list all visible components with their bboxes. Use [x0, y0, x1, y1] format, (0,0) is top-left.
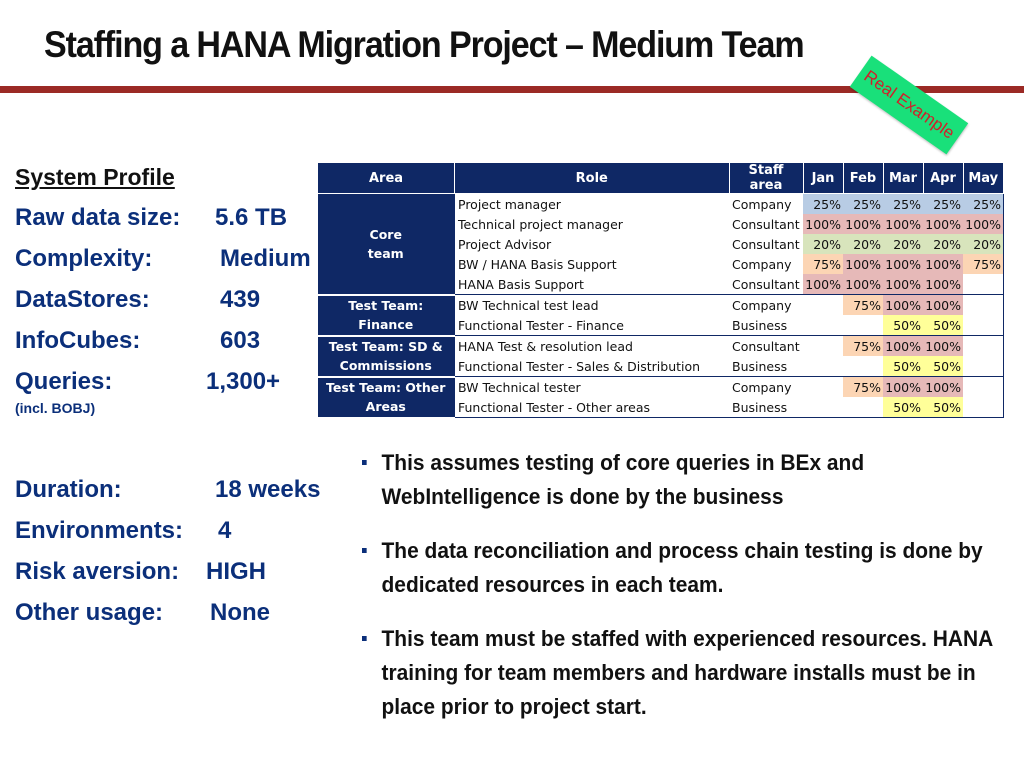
- role-cell: HANA Basis Support: [455, 274, 730, 295]
- allocation-feb-cell: [843, 315, 883, 336]
- role-cell: HANA Test & resolution lead: [455, 336, 730, 357]
- staff-area-cell: Company: [729, 295, 803, 316]
- allocation-apr-cell: 50%: [923, 356, 963, 377]
- allocation-mar-cell: 20%: [883, 234, 923, 254]
- allocation-apr-cell: 100%: [923, 254, 963, 274]
- allocation-may-cell: 75%: [963, 254, 1004, 274]
- table-row: [318, 336, 1004, 357]
- bullet-text: This assumes testing of core queries in BEx and WebIntelligence is done by the business: [381, 450, 865, 509]
- allocation-jan-cell: [803, 315, 843, 336]
- allocation-mar-cell: 50%: [883, 315, 923, 336]
- allocation-jan-cell: [803, 377, 843, 398]
- header-may: May: [963, 163, 1004, 194]
- allocation-apr-cell: 100%: [923, 336, 963, 357]
- role-cell: Functional Tester - Finance: [455, 315, 730, 336]
- allocation-feb-cell: 75%: [843, 336, 883, 357]
- table-row: [318, 194, 1004, 215]
- allocation-may-cell: [963, 397, 1004, 418]
- profile-value-duration: 18 weeks: [215, 476, 321, 503]
- staff-area-cell: Business: [732, 317, 788, 333]
- allocation-jan-cell: [803, 295, 843, 316]
- allocation-jan-cell: [803, 397, 843, 418]
- profile-value-environments: 4: [218, 517, 232, 544]
- page-title: Staffing a HANA Migration Project – Medium Team: [44, 24, 804, 65]
- allocation-mar-cell: 100%: [883, 377, 923, 398]
- profile-value-infocubes: 603: [220, 327, 261, 354]
- role-cell: Project manager: [455, 194, 730, 215]
- profile-value-datastores: 439: [220, 286, 261, 313]
- staff-area-cell: Business: [732, 358, 788, 374]
- allocation-apr-cell: 100%: [923, 274, 963, 295]
- bullet-item: [362, 622, 1023, 724]
- real-example-badge: Real Example: [850, 56, 968, 155]
- table-row: [318, 377, 1004, 398]
- allocation-apr-cell: 25%: [923, 194, 963, 215]
- allocation-apr-cell: 100%: [923, 377, 963, 398]
- table-header-row: [318, 163, 1004, 194]
- allocation-may-cell: [963, 315, 1004, 336]
- area-cell: Test Team: SD & Commissions: [318, 336, 455, 377]
- profile-value-queries: 1,300+: [206, 368, 281, 395]
- allocation-feb-cell: [843, 397, 883, 418]
- allocation-may-cell: [963, 336, 1004, 357]
- bullet-text: This team must be staffed with experienced resources. HANA training for team members and hardware installs must be in place prior to project start.: [381, 626, 993, 719]
- allocation-feb-cell: 75%: [843, 377, 883, 398]
- role-cell: BW Technical tester: [455, 377, 730, 398]
- allocation-may-cell: 25%: [963, 194, 1004, 215]
- allocation-feb-cell: 20%: [843, 234, 883, 254]
- allocation-apr-cell: 20%: [923, 234, 963, 254]
- staffing-table: [317, 162, 1004, 419]
- area-cell: Test Team: Other Areas: [318, 377, 455, 418]
- profile-label-queries: Queries:: [15, 368, 113, 395]
- allocation-mar-cell: 100%: [883, 295, 923, 316]
- allocation-jan-cell: 100%: [803, 274, 843, 295]
- profile-label-risk-aversion: Risk aversion:: [15, 558, 180, 585]
- allocation-feb-cell: 100%: [843, 214, 883, 234]
- header-feb: Feb: [843, 163, 883, 194]
- allocation-may-cell: 100%: [963, 214, 1004, 234]
- role-cell: BW / HANA Basis Support: [455, 254, 730, 274]
- header-jan: Jan: [803, 163, 843, 194]
- profile-value-raw-data-size: 5.6 TB: [215, 204, 288, 231]
- allocation-jan-cell: 75%: [803, 254, 843, 274]
- header-area: Area: [318, 163, 455, 194]
- profile-label-duration: Duration:: [15, 476, 122, 503]
- allocation-mar-cell: 100%: [883, 214, 923, 234]
- allocation-mar-cell: 100%: [883, 336, 923, 357]
- allocation-feb-cell: 100%: [843, 254, 883, 274]
- allocation-jan-cell: 20%: [803, 234, 843, 254]
- bullet-item: [362, 446, 1023, 514]
- role-cell: Functional Tester - Sales & Distribution: [455, 356, 730, 377]
- header-mar: Mar: [883, 163, 923, 194]
- role-cell: Technical project manager: [455, 214, 730, 234]
- profile-label-other-usage: Other usage:: [15, 599, 164, 626]
- allocation-jan-cell: 25%: [803, 194, 843, 215]
- area-cell: Core team: [318, 194, 455, 295]
- allocation-jan-cell: [803, 356, 843, 377]
- profile-label-infocubes: InfoCubes:: [15, 327, 141, 354]
- allocation-may-cell: [963, 274, 1004, 295]
- bullet-marker: [362, 460, 367, 465]
- profile-label-environments: Environments:: [15, 517, 184, 544]
- bullet-marker: [362, 636, 367, 641]
- staff-area-cell: Consultant: [729, 336, 803, 357]
- profile-value-risk-aversion: HIGH: [206, 558, 266, 585]
- table-row: [318, 295, 1004, 316]
- allocation-apr-cell: 100%: [923, 214, 963, 234]
- bullet-list: [362, 446, 1012, 744]
- header-staff-area: Staff area: [729, 163, 803, 194]
- allocation-jan-cell: 100%: [803, 214, 843, 234]
- staff-area-cell: Company: [732, 196, 792, 212]
- staff-area-cell: Company: [732, 256, 792, 272]
- profile-value-complexity: Medium: [220, 245, 311, 272]
- bullet-text: The data reconciliation and process chain testing is done by dedicated resources in each team.: [381, 538, 983, 597]
- allocation-mar-cell: 100%: [883, 274, 923, 295]
- allocation-feb-cell: 75%: [843, 295, 883, 316]
- role-cell: Functional Tester - Other areas: [455, 397, 730, 418]
- allocation-mar-cell: 100%: [883, 254, 923, 274]
- allocation-feb-cell: [843, 356, 883, 377]
- header-apr: Apr: [923, 163, 963, 194]
- staff-area-cell: Consultant: [732, 216, 800, 232]
- allocation-apr-cell: 50%: [923, 397, 963, 418]
- staff-area-cell: Business: [729, 397, 803, 418]
- allocation-feb-cell: 25%: [843, 194, 883, 215]
- header-role: Role: [455, 163, 730, 194]
- profile-label-complexity: Complexity:: [15, 245, 153, 272]
- allocation-apr-cell: 100%: [923, 295, 963, 316]
- profile-value-other-usage: None: [210, 599, 270, 626]
- profile-note-bobj: (incl. BOBJ): [15, 400, 96, 416]
- allocation-may-cell: [963, 295, 1004, 316]
- staff-area-cell: Consultant: [732, 236, 800, 252]
- profile-label-raw-data-size: Raw data size:: [15, 204, 181, 231]
- allocation-feb-cell: 100%: [843, 274, 883, 295]
- role-cell: BW Technical test lead: [455, 295, 730, 316]
- allocation-mar-cell: 25%: [883, 194, 923, 215]
- allocation-mar-cell: 50%: [883, 397, 923, 418]
- allocation-may-cell: [963, 356, 1004, 377]
- bullet-item: [362, 534, 1023, 602]
- bullet-marker: [362, 548, 367, 553]
- allocation-may-cell: [963, 377, 1004, 398]
- profile-heading: System Profile: [15, 164, 175, 190]
- staff-area-cell: Consultant: [732, 276, 800, 292]
- staff-area-cell: Company: [729, 377, 803, 398]
- allocation-apr-cell: 50%: [923, 315, 963, 336]
- role-cell: Project Advisor: [455, 234, 730, 254]
- profile-label-datastores: DataStores:: [15, 286, 150, 313]
- allocation-may-cell: 20%: [963, 234, 1004, 254]
- allocation-mar-cell: 50%: [883, 356, 923, 377]
- area-cell: Test Team: Finance: [318, 295, 455, 336]
- allocation-jan-cell: [803, 336, 843, 357]
